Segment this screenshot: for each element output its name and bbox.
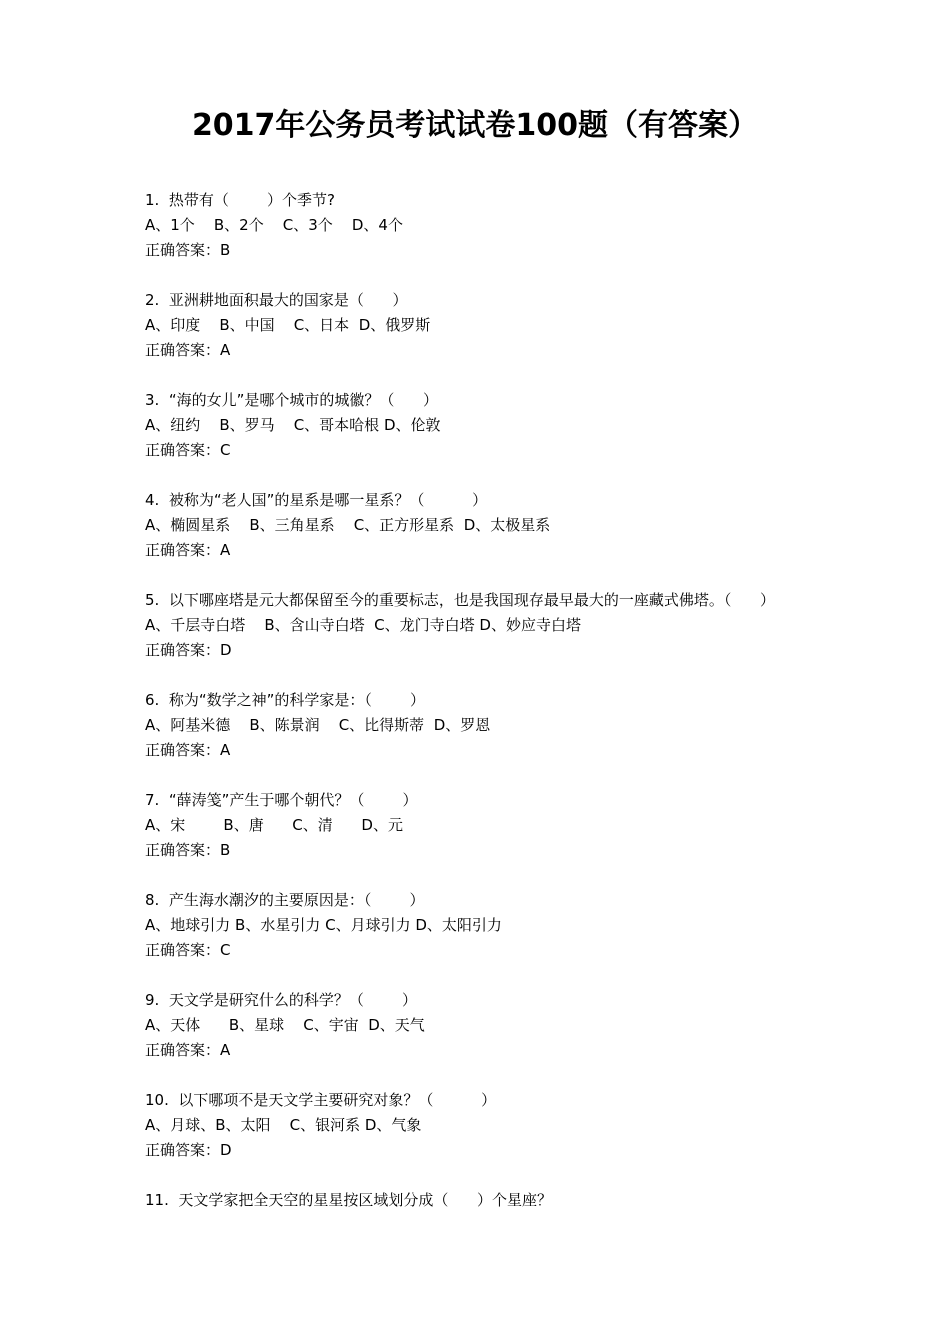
- question-text: 9. 天文学是研究什么的科学？（ ）: [145, 991, 417, 1009]
- question-item: [145, 388, 905, 488]
- question-text: 3. “海的女儿”是哪个城市的城徽？（ ）: [145, 391, 438, 409]
- question-text: 7. “薛涛笺”产生于哪个朝代？（ ）: [145, 791, 418, 809]
- question-text: 2. 亚洲耕地面积最大的国家是（ ）: [145, 291, 408, 309]
- question-options: A、纽约 B、罗马 C、哥本哈根 D、伦敦: [145, 416, 441, 434]
- question-answer: 正确答案：B: [145, 241, 231, 259]
- question-options: A、椭圆星系 B、三角星系 C、正方形星系 D、太极星系: [145, 516, 551, 534]
- question-answer: 正确答案：B: [145, 841, 231, 859]
- question-list: [145, 188, 905, 1288]
- question-item: [145, 488, 905, 588]
- question-options: A、天体 B、星球 C、宇宙 D、天气: [145, 1016, 425, 1034]
- question-text: 4. 被称为“老人国”的星系是哪一星系？（ ）: [145, 491, 488, 509]
- question-options: A、千层寺白塔 B、含山寺白塔 C、龙门寺白塔 D、妙应寺白塔: [145, 616, 581, 634]
- question-item: [145, 588, 905, 688]
- question-text: 6. 称为“数学之神”的科学家是：（ ）: [145, 691, 426, 709]
- document-title: 2017年公务员考试试卷100题（有答案）: [191, 108, 759, 143]
- question-item: [145, 888, 905, 988]
- question-item: [145, 188, 905, 288]
- question-item: [145, 788, 905, 888]
- question-options: A、月球、B、太阳 C、银河系 D、气象: [145, 1116, 422, 1134]
- question-item: [145, 988, 905, 1088]
- question-item: [145, 288, 905, 388]
- question-answer: 正确答案：A: [145, 741, 231, 759]
- question-text: 8. 产生海水潮汐的主要原因是：（ ）: [145, 891, 425, 909]
- question-text: 11. 天文学家把全天空的星星按区域划分成（ ）个星座？: [145, 1191, 553, 1209]
- question-item: [145, 688, 905, 788]
- question-answer: 正确答案：D: [145, 1141, 232, 1159]
- question-answer: 正确答案：C: [145, 441, 231, 459]
- question-text: 10. 以下哪项不是天文学主要研究对象？（ ）: [145, 1091, 497, 1109]
- question-options: A、阿基米德 B、陈景润 C、比得斯蒂 D、罗恩: [145, 716, 491, 734]
- question-text: 1. 热带有（ ）个季节?: [145, 191, 335, 209]
- question-answer: 正确答案：A: [145, 541, 231, 559]
- question-answer: 正确答案：A: [145, 341, 231, 359]
- question-options: A、地球引力 B、水星引力 C、月球引力 D、太阳引力: [145, 916, 502, 934]
- question-answer: 正确答案：A: [145, 1041, 231, 1059]
- question-options: A、宋 B、唐 C、清 D、元: [145, 816, 403, 834]
- question-answer: 正确答案：D: [145, 641, 232, 659]
- question-options: A、1个 B、2个 C、3个 D、4个: [145, 216, 403, 234]
- question-item: [145, 1088, 905, 1188]
- question-answer: 正确答案：C: [145, 941, 231, 959]
- question-options: A、印度 B、中国 C、日本 D、俄罗斯: [145, 316, 431, 334]
- question-item: [145, 1188, 905, 1288]
- question-text: 5. 以下哪座塔是元大都保留至今的重要标志，也是我国现存最早最大的一座藏式佛塔。（ ）: [145, 591, 775, 609]
